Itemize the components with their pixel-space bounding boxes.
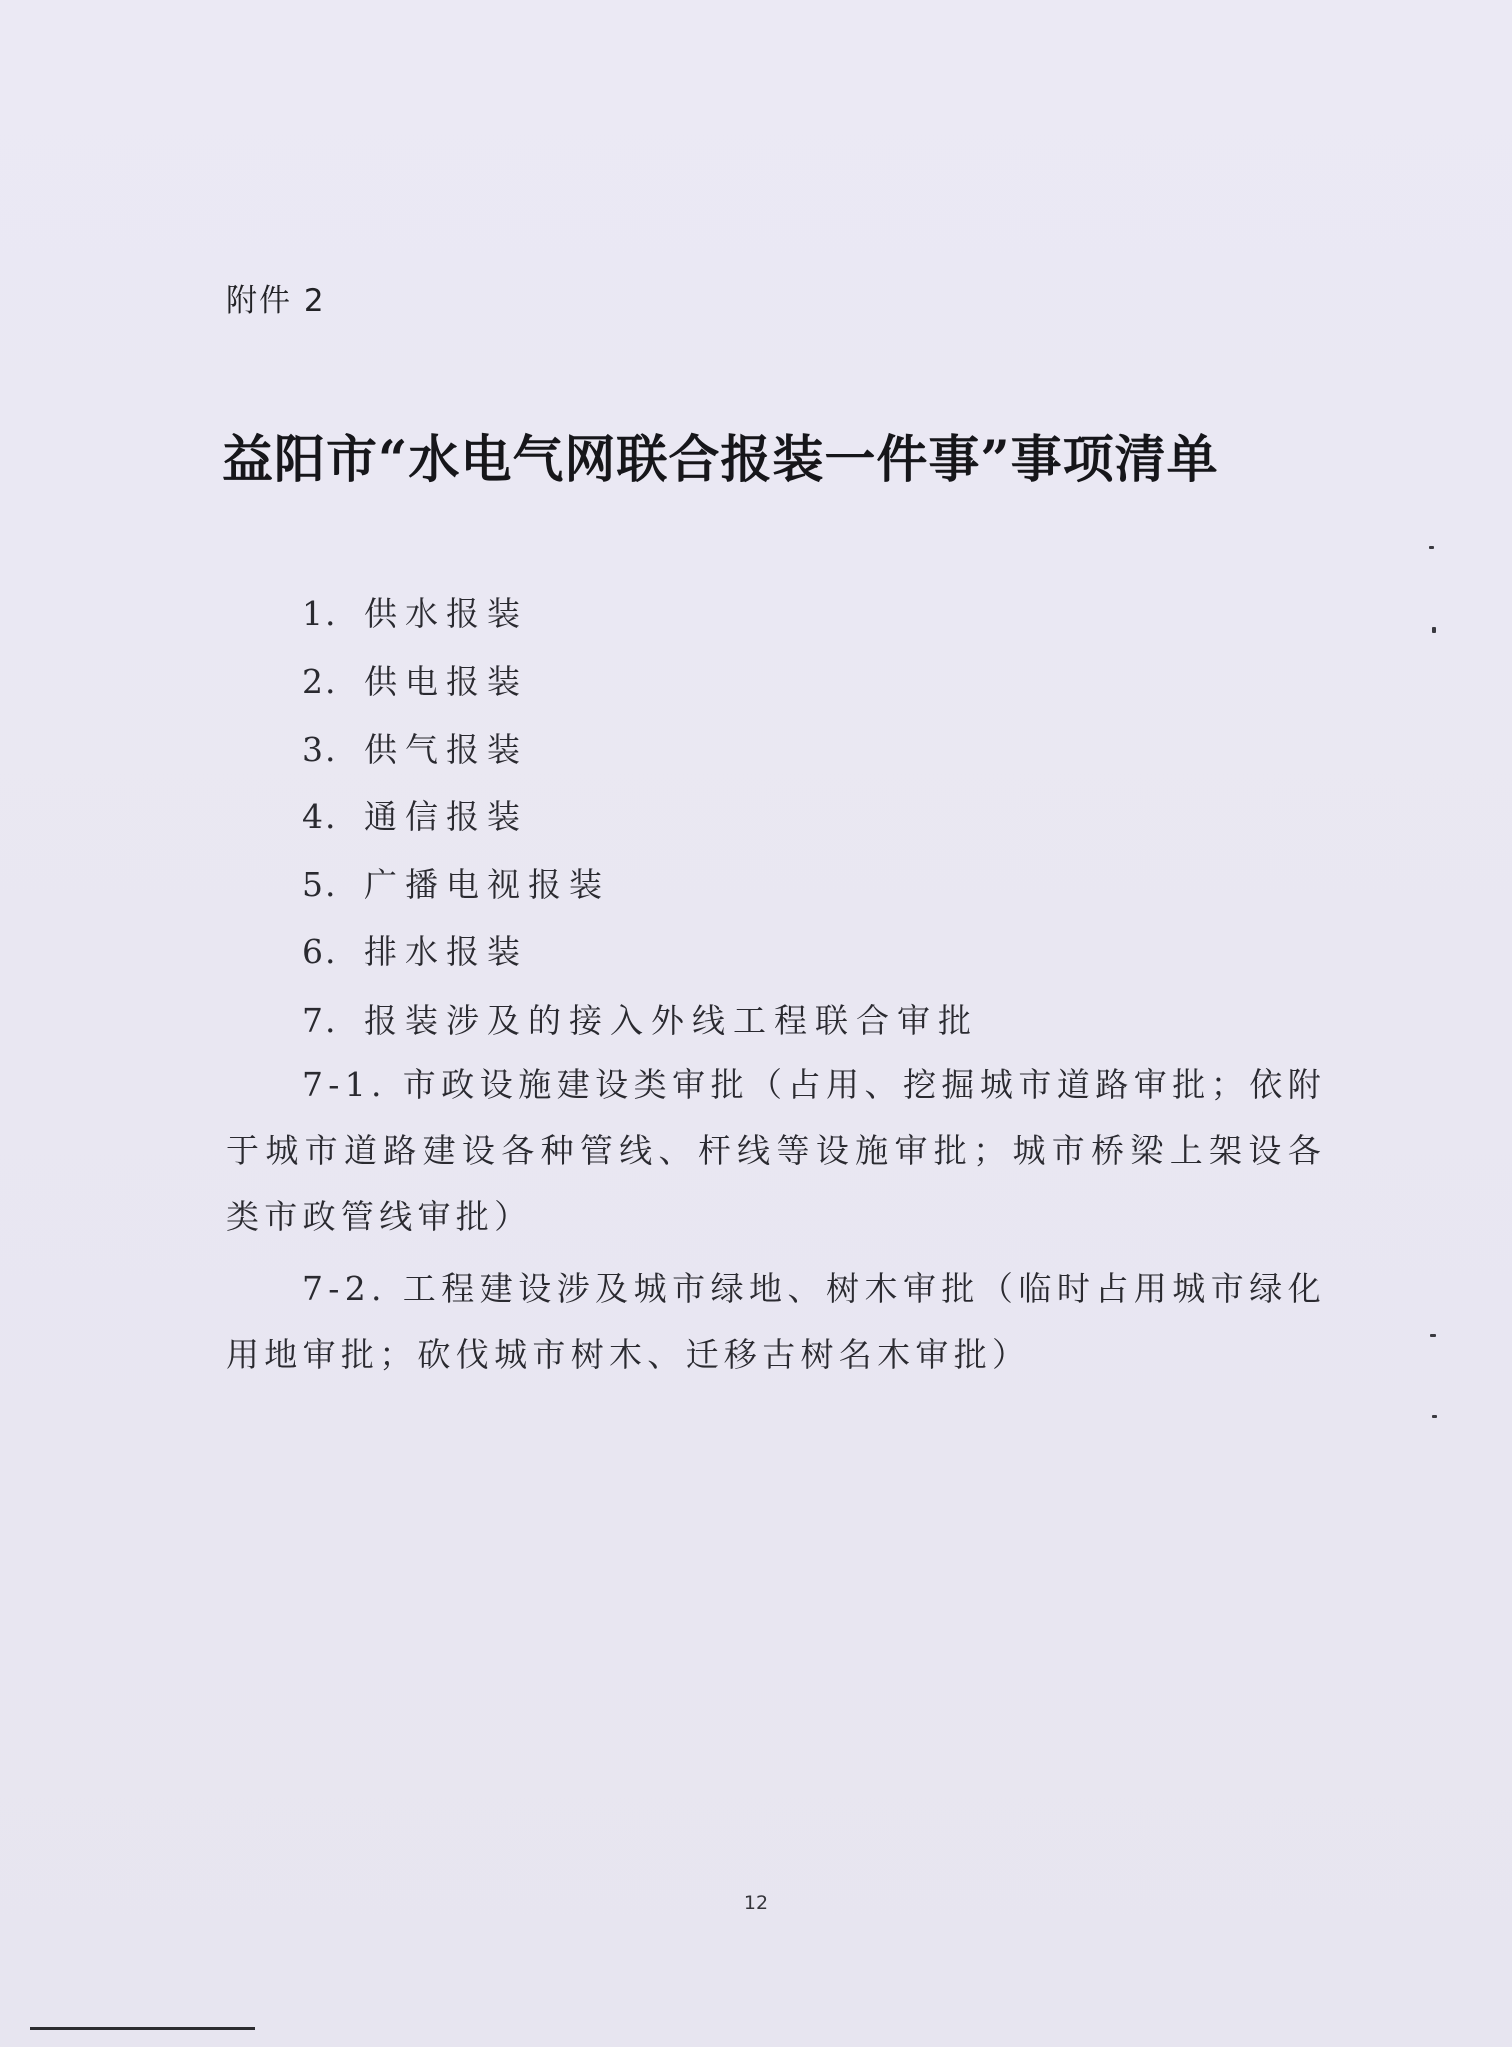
scan-speck bbox=[1432, 627, 1436, 633]
list-item-number: 5. bbox=[302, 865, 338, 904]
page-number: 12 bbox=[743, 1892, 769, 1914]
list-item-text: 供气报装 bbox=[364, 730, 528, 769]
list-item-number: 3. bbox=[302, 730, 338, 769]
list-item bbox=[302, 724, 528, 771]
list-item-text: 供水报装 bbox=[364, 594, 528, 633]
sub-item-paragraph: 7-1. 市政设施建设类审批（占用、挖掘城市道路审批；依附于城市道路建设各种管线、杆线等设施审批；城市桥梁上架设各类市政管线审批） bbox=[226, 1065, 1326, 1236]
scan-speck bbox=[1430, 1334, 1436, 1337]
scan-speck bbox=[1429, 546, 1434, 549]
list-item-text: 通信报装 bbox=[364, 797, 528, 836]
list-item-number: 2. bbox=[302, 662, 338, 701]
list-item bbox=[302, 588, 528, 635]
list-item-number: 4. bbox=[302, 797, 338, 836]
document-title: 益阳市“水电气网联合报装一件事”事项清单 bbox=[222, 430, 1219, 490]
list-item-text: 排水报装 bbox=[364, 932, 528, 971]
list-item-text: 供电报装 bbox=[364, 662, 528, 701]
bottom-rule bbox=[30, 2027, 255, 2030]
list-item bbox=[302, 926, 528, 973]
sub-item-paragraph: 7-2. 工程建设涉及城市绿地、树木审批（临时占用城市绿化用地审批；砍伐城市树木、迁移古树名木审批） bbox=[226, 1269, 1326, 1374]
attachment-label: 附件 2 bbox=[226, 283, 326, 319]
list-item bbox=[302, 859, 610, 906]
list-item-number: 6. bbox=[302, 932, 338, 971]
list-item-text: 广播电视报装 bbox=[364, 865, 610, 904]
list-item bbox=[302, 656, 528, 703]
list-item-number: 7. bbox=[302, 1001, 338, 1040]
list-item-number: 1. bbox=[302, 594, 338, 633]
list-item bbox=[302, 995, 979, 1042]
list-item bbox=[302, 791, 528, 838]
list-item-text: 报装涉及的接入外线工程联合审批 bbox=[364, 1001, 979, 1040]
scan-speck bbox=[1432, 1415, 1437, 1418]
